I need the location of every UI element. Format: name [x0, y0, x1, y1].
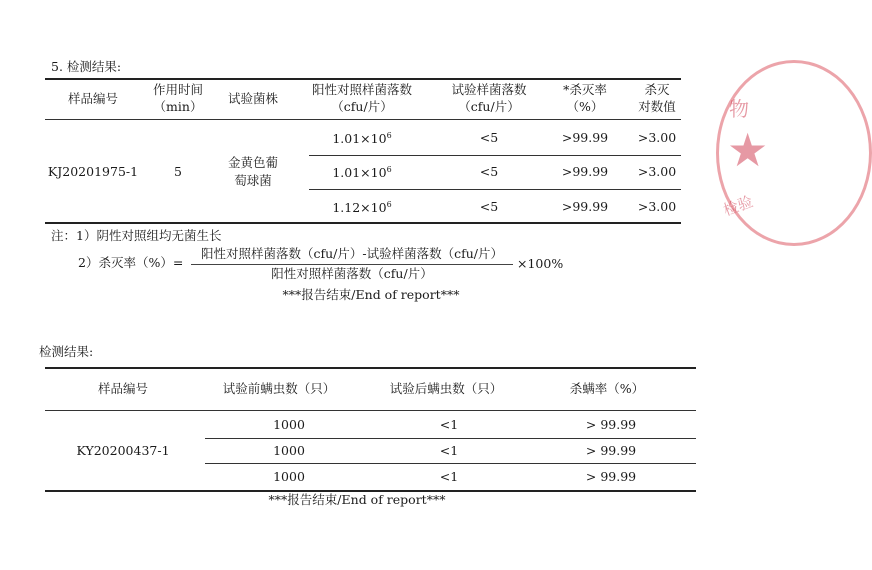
table1-header-rule: [45, 119, 681, 120]
table1-strain-line1: 金黄色葡: [227, 155, 279, 170]
header-time-line1: 作用时间: [152, 82, 204, 97]
header-time-line2: （min）: [153, 99, 203, 114]
formula-suffix: ×100%: [517, 256, 564, 271]
table1-positive-count: $1.01\times 10^6$: [332, 165, 392, 180]
header-sample-id: 样品编号: [97, 381, 149, 396]
seal-text-bottom: 检验: [720, 192, 756, 220]
header-mites-after: 试验后螨虫数（只）: [389, 381, 503, 396]
table1-log-value: >3.00: [637, 130, 677, 145]
table2-header-rule: [45, 410, 696, 411]
header-positive-line1: 阳性对照样菌落数: [311, 82, 413, 97]
table1-bottom-rule: [45, 222, 681, 224]
official-seal: [716, 60, 872, 246]
table1-test-count: <5: [479, 164, 499, 179]
formula-fraction-bar: [191, 264, 513, 265]
header-log-line2: 对数值: [638, 99, 676, 114]
header-log-line1: 杀灭: [644, 82, 670, 97]
table1-sample-id: KJ20201975-1: [47, 164, 139, 179]
table2-sample-id: KY20200437-1: [76, 443, 170, 458]
table1-test-count: <5: [479, 130, 499, 145]
table2-mites-after: <1: [439, 469, 459, 484]
table1-kill-rate: >99.99: [561, 199, 609, 214]
formula-numerator: 阳性对照样菌落数（cfu/片）-试验样菌落数（cfu/片）: [200, 246, 504, 261]
table1-row-divider: [309, 189, 681, 190]
header-strain: 试验菌株: [227, 91, 279, 106]
table2-mites-after: <1: [439, 417, 459, 432]
note-negative-control: 注：1）阴性对照组均无菌生长: [51, 228, 222, 243]
header-test-line2: （cfu/片）: [458, 99, 520, 114]
formula-denominator: 阳性对照样菌落数（cfu/片）: [271, 266, 433, 281]
header-test-line1: 试验样菌落数: [451, 82, 527, 97]
seal-text-top: 物: [729, 97, 749, 121]
table1-log-value: >3.00: [637, 199, 677, 214]
table2-mite-kill-rate: > 99.99: [585, 417, 637, 432]
table2-mites-after: <1: [439, 443, 459, 458]
table2-mite-kill-rate: > 99.99: [585, 469, 637, 484]
table1-positive-count: $1.01\times 10^6$: [332, 131, 392, 146]
header-mites-before: 试验前螨虫数（只）: [222, 381, 336, 396]
table1-kill-rate: >99.99: [561, 130, 609, 145]
formula-label: 2）杀灭率（%）=: [78, 255, 184, 270]
header-kill-rate-line1: *杀灭率: [563, 82, 607, 97]
table2-mite-kill-rate: > 99.99: [585, 443, 637, 458]
table1-strain-line2: 萄球菌: [234, 173, 272, 188]
header-sample-id: 样品编号: [67, 91, 119, 106]
table1-top-rule: [45, 78, 681, 80]
header-positive-line2: （cfu/片）: [331, 99, 393, 114]
table2-mites-before: 1000: [273, 443, 305, 458]
header-kill-rate-line2: （%）: [566, 99, 604, 114]
table2-row-divider: [205, 438, 696, 439]
table2-mites-before: 1000: [273, 417, 305, 432]
table2-row-divider: [205, 463, 696, 464]
table1-log-value: >3.00: [637, 164, 677, 179]
seal-star-icon: ★: [727, 123, 769, 177]
table1-kill-rate: >99.99: [561, 164, 609, 179]
table1-test-count: <5: [479, 199, 499, 214]
table1-positive-count: $1.12\times 10^6$: [332, 200, 392, 215]
section1-end-of-report: ***报告结束/End of report***: [282, 287, 460, 302]
table2-top-rule: [45, 367, 696, 369]
section2-end-of-report: ***报告结束/End of report***: [268, 492, 446, 507]
section1-title: 5. 检测结果:: [51, 59, 122, 74]
table1-row-divider: [309, 155, 681, 156]
table1-time: 5: [174, 164, 182, 179]
header-mite-kill-rate: 杀螨率（%）: [569, 381, 645, 396]
table2-mites-before: 1000: [273, 469, 305, 484]
section2-title: 检测结果:: [39, 344, 94, 359]
